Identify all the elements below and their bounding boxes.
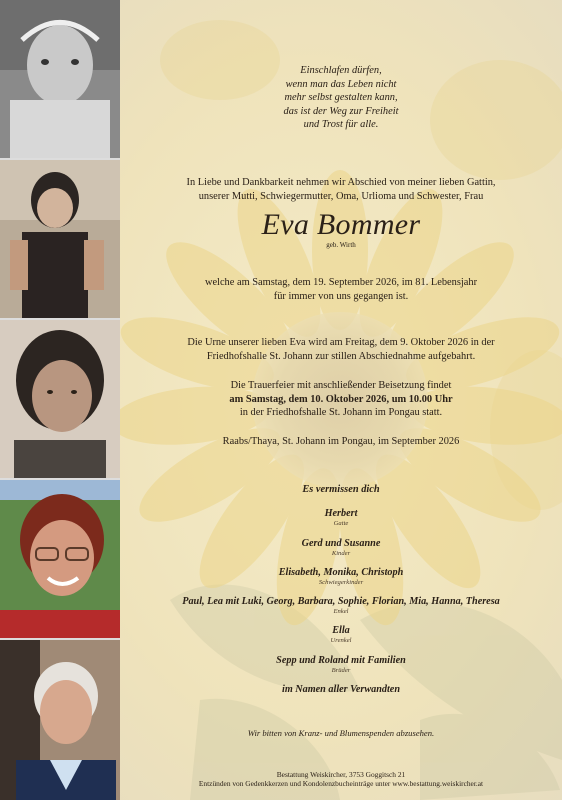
mourner-entry (120, 567, 562, 587)
urn-notice-line: Die Urne unserer lieben Eva wird am Freitag, dem 9. Oktober 2026 in der (187, 337, 495, 348)
funeral-date: am Samstag, dem 10. Oktober 2026, um 10.00 Uhr (229, 393, 453, 405)
photo-baby (0, 0, 120, 158)
mourner-name: Gerd und Susanne (301, 538, 381, 549)
intro-line: unserer Mutti, Schwiegermutter, Oma, Urlioma und Schwester, Frau (198, 190, 484, 202)
funeral-location: in der Friedhofshalle St. Johann im Pongau statt. (239, 407, 443, 419)
poem-line: und Trost für alle. (303, 119, 379, 131)
death-notice-line: für immer von uns gegangen ist. (273, 290, 409, 302)
deceased-name: Eva Bommer (261, 208, 421, 241)
mourner-entry (120, 655, 562, 675)
poem-line: Einschlafen dürfen, (300, 65, 382, 76)
urn-notice-line: Friedhofshalle St. Johann zur stillen Abschiednahme aufgebahrt. (206, 350, 476, 362)
mourner-name: Herbert (324, 508, 358, 519)
photo-woman-glasses (0, 480, 120, 638)
photo-young-woman (0, 320, 120, 478)
birth-name: geb. Wirth (326, 241, 356, 249)
mourner-relation: Schwiegerkinder (318, 579, 364, 586)
poem (120, 64, 562, 132)
mourner-relation: Urenkel (330, 637, 352, 644)
death-notice (120, 276, 562, 303)
mourner-entry (120, 596, 562, 616)
obituary-text (120, 0, 562, 800)
photo-older-woman (0, 640, 120, 800)
missed-heading: Es vermissen dich (302, 484, 380, 495)
funeral-notice (120, 379, 562, 420)
mourner-entry (120, 508, 562, 528)
mourner-name: Sepp und Roland mit Familien (276, 655, 406, 666)
intro-line: In Liebe und Dankbarkeit nehmen wir Abschied von meiner lieben Gattin, (186, 177, 496, 188)
mourner-relation: Brüder (331, 667, 351, 674)
poem-line: wenn man das Leben nicht (285, 78, 397, 90)
flowers-note: Wir bitten von Kranz- und Blumenspenden abzusehen. (247, 728, 435, 738)
mourner-relation: Kinder (331, 550, 351, 557)
condolence-link[interactable]: Entzünden von Gedenkkerzen und Kondolenzbucheinträge unter www.bestattung.weiskircher.at (198, 779, 484, 789)
footer (120, 770, 562, 789)
mourner-relation: Gatte (333, 520, 349, 527)
poem-line: das ist der Weg zur Freiheit (283, 105, 399, 117)
photo-child (0, 160, 120, 318)
funeral-line: Die Trauerfeier mit anschließender Beisetzung findet (230, 380, 452, 391)
mourner-name: Elisabeth, Monika, Christoph (278, 567, 404, 578)
poem-line: mehr selbst gestalten kann, (284, 92, 398, 104)
mourner-entry (120, 684, 562, 696)
mourner-entry (120, 625, 562, 645)
intro-text (120, 176, 562, 203)
undertaker-address: Bestattung Weiskircher, 3753 Goggitsch 21 (276, 770, 406, 779)
mourner-relation: Enkel (333, 608, 349, 615)
mourner-entry (120, 538, 562, 558)
mourner-name: Paul, Lea mit Luki, Georg, Barbara, Sophie, Florian, Mia, Hanna, Theresa (182, 596, 500, 607)
death-notice-line: welche am Samstag, dem 19. September 2026, im 81. Lebensjahr (204, 277, 478, 288)
place-date: Raabs/Thaya, St. Johann im Pongau, im September 2026 (222, 436, 460, 447)
photo-strip (0, 0, 120, 800)
urn-notice (120, 336, 562, 363)
mourner-name: Ella (332, 625, 350, 636)
mourner-name: im Namen aller Verwandten (281, 684, 400, 695)
